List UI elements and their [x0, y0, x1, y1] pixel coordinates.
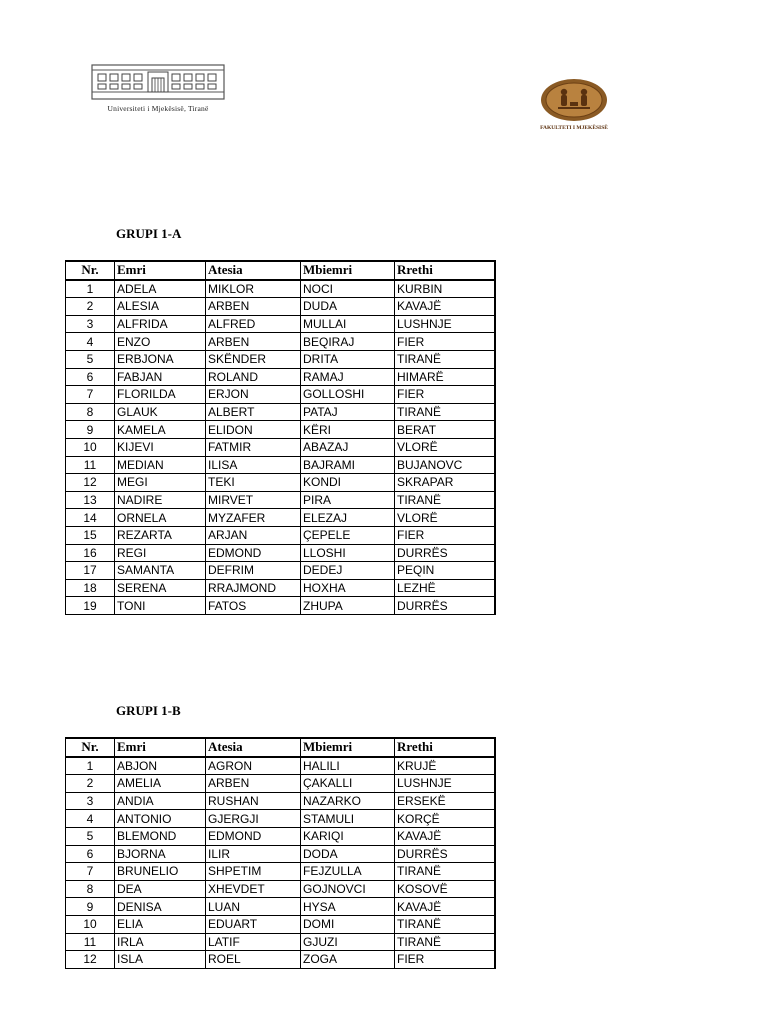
table-row: [66, 562, 495, 580]
table-row: [66, 350, 495, 368]
cell-nr: 15: [66, 526, 115, 544]
table-row: [66, 403, 495, 421]
cell-rrethi: KAVAJË: [395, 298, 495, 316]
cell-mbiemri: ELEZAJ: [301, 509, 395, 527]
cell-atesia: EDMOND: [206, 827, 301, 845]
cell-rrethi: FIER: [395, 951, 495, 969]
cell-mbiemri: ZHUPA: [301, 597, 395, 615]
cell-rrethi: FIER: [395, 386, 495, 404]
cell-mbiemri: MULLAI: [301, 315, 395, 333]
table-row: [66, 280, 495, 298]
cell-emri: FLORILDA: [115, 386, 206, 404]
university-caption: Universiteti i Mjekësisë, Tiranë: [107, 104, 209, 113]
table-row: [66, 474, 495, 492]
cell-nr: 9: [66, 421, 115, 439]
cell-emri: REGI: [115, 544, 206, 562]
cell-nr: 13: [66, 491, 115, 509]
cell-atesia: ARBEN: [206, 333, 301, 351]
cell-atesia: LATIF: [206, 933, 301, 951]
cell-emri: NADIRE: [115, 491, 206, 509]
cell-rrethi: KOSOVË: [395, 880, 495, 898]
cell-mbiemri: LLOSHI: [301, 544, 395, 562]
cell-atesia: ARBEN: [206, 775, 301, 793]
cell-rrethi: KORÇË: [395, 810, 495, 828]
table-row: [66, 597, 495, 615]
cell-rrethi: BUJANOVC: [395, 456, 495, 474]
cell-emri: ERBJONA: [115, 350, 206, 368]
cell-atesia: XHEVDET: [206, 880, 301, 898]
cell-emri: BLEMOND: [115, 827, 206, 845]
cell-atesia: ILISA: [206, 456, 301, 474]
cell-emri: TONI: [115, 597, 206, 615]
cell-atesia: MYZAFER: [206, 509, 301, 527]
table-row: [66, 863, 495, 881]
cell-emri: FABJAN: [115, 368, 206, 386]
cell-atesia: EDMOND: [206, 544, 301, 562]
cell-nr: 12: [66, 951, 115, 969]
table-row: [66, 438, 495, 456]
cell-emri: ORNELA: [115, 509, 206, 527]
cell-mbiemri: RAMAJ: [301, 368, 395, 386]
column-header-mbiemri: Mbiemri: [301, 261, 395, 280]
cell-atesia: ROEL: [206, 951, 301, 969]
cell-mbiemri: DEDEJ: [301, 562, 395, 580]
cell-emri: SERENA: [115, 579, 206, 597]
cell-atesia: EDUART: [206, 915, 301, 933]
group-title-1a: GRUPI 1-A: [116, 226, 182, 241]
cell-rrethi: LEZHË: [395, 579, 495, 597]
cell-rrethi: KAVAJË: [395, 898, 495, 916]
cell-atesia: ERJON: [206, 386, 301, 404]
table-row: [66, 792, 495, 810]
cell-rrethi: LUSHNJE: [395, 315, 495, 333]
cell-emri: DEA: [115, 880, 206, 898]
table-row: [66, 880, 495, 898]
table-row: [66, 933, 495, 951]
cell-nr: 19: [66, 597, 115, 615]
cell-nr: 18: [66, 579, 115, 597]
cell-atesia: SHPETIM: [206, 863, 301, 881]
cell-mbiemri: NOCI: [301, 280, 395, 298]
cell-mbiemri: PIRA: [301, 491, 395, 509]
cell-atesia: ROLAND: [206, 368, 301, 386]
cell-mbiemri: DODA: [301, 845, 395, 863]
cell-emri: ELIA: [115, 915, 206, 933]
cell-atesia: ALBERT: [206, 403, 301, 421]
table-row: [66, 298, 495, 316]
cell-mbiemri: HOXHA: [301, 579, 395, 597]
table-row: [66, 491, 495, 509]
faculty-emblem-icon: [528, 78, 620, 124]
cell-atesia: GJERGJI: [206, 810, 301, 828]
cell-atesia: ALFRED: [206, 315, 301, 333]
cell-rrethi: TIRANË: [395, 863, 495, 881]
cell-rrethi: SKRAPAR: [395, 474, 495, 492]
cell-mbiemri: PATAJ: [301, 403, 395, 421]
cell-mbiemri: FEJZULLA: [301, 863, 395, 881]
cell-atesia: ARJAN: [206, 526, 301, 544]
table-row: [66, 757, 495, 775]
table-row: [66, 810, 495, 828]
table-row: [66, 898, 495, 916]
column-header-nr: Nr.: [66, 738, 115, 757]
cell-rrethi: TIRANË: [395, 350, 495, 368]
table-row: [66, 421, 495, 439]
cell-mbiemri: GOLLOSHI: [301, 386, 395, 404]
column-header-emri: Emri: [115, 261, 206, 280]
cell-rrethi: KRUJË: [395, 757, 495, 775]
cell-rrethi: FIER: [395, 526, 495, 544]
cell-mbiemri: KONDI: [301, 474, 395, 492]
cell-emri: ALESIA: [115, 298, 206, 316]
cell-emri: ADELA: [115, 280, 206, 298]
table-row: [66, 915, 495, 933]
cell-emri: AMELIA: [115, 775, 206, 793]
cell-nr: 6: [66, 845, 115, 863]
cell-mbiemri: BAJRAMI: [301, 456, 395, 474]
table-row: [66, 951, 495, 969]
cell-atesia: ILIR: [206, 845, 301, 863]
cell-atesia: TEKI: [206, 474, 301, 492]
cell-nr: 5: [66, 827, 115, 845]
table-row: [66, 315, 495, 333]
cell-mbiemri: ABAZAJ: [301, 438, 395, 456]
cell-rrethi: KAVAJË: [395, 827, 495, 845]
cell-nr: 16: [66, 544, 115, 562]
cell-rrethi: HIMARË: [395, 368, 495, 386]
cell-emri: ISLA: [115, 951, 206, 969]
cell-mbiemri: ÇAKALLI: [301, 775, 395, 793]
cell-mbiemri: HYSA: [301, 898, 395, 916]
column-header-rrethi: Rrethi: [395, 738, 495, 757]
cell-mbiemri: GOJNOVCI: [301, 880, 395, 898]
cell-emri: MEGI: [115, 474, 206, 492]
column-header-mbiemri: Mbiemri: [301, 738, 395, 757]
cell-nr: 8: [66, 403, 115, 421]
cell-rrethi: VLORË: [395, 509, 495, 527]
cell-rrethi: BERAT: [395, 421, 495, 439]
table-row: [66, 456, 495, 474]
cell-rrethi: TIRANË: [395, 915, 495, 933]
table-row: [66, 386, 495, 404]
cell-atesia: SKËNDER: [206, 350, 301, 368]
faculty-logo: [528, 78, 620, 138]
group-title-1b: GRUPI 1-B: [116, 703, 181, 718]
table-row: [66, 544, 495, 562]
cell-nr: 14: [66, 509, 115, 527]
cell-atesia: MIKLOR: [206, 280, 301, 298]
cell-rrethi: LUSHNJE: [395, 775, 495, 793]
column-header-atesia: Atesia: [206, 261, 301, 280]
cell-nr: 11: [66, 456, 115, 474]
cell-emri: ANTONIO: [115, 810, 206, 828]
cell-nr: 8: [66, 880, 115, 898]
cell-rrethi: DURRËS: [395, 597, 495, 615]
cell-atesia: RUSHAN: [206, 792, 301, 810]
column-header-rrethi: Rrethi: [395, 261, 495, 280]
table-header-row: [66, 261, 495, 280]
cell-emri: REZARTA: [115, 526, 206, 544]
cell-emri: GLAUK: [115, 403, 206, 421]
university-logo: [88, 62, 228, 120]
cell-emri: DENISA: [115, 898, 206, 916]
cell-atesia: DEFRIM: [206, 562, 301, 580]
table-row: [66, 509, 495, 527]
cell-mbiemri: ZOGA: [301, 951, 395, 969]
table-row: [66, 579, 495, 597]
table-header-row: [66, 738, 495, 757]
cell-mbiemri: BEQIRAJ: [301, 333, 395, 351]
cell-mbiemri: KARIQI: [301, 827, 395, 845]
table-row: [66, 827, 495, 845]
roster-table-1b: [65, 737, 496, 969]
table-row: [66, 333, 495, 351]
cell-nr: 3: [66, 792, 115, 810]
cell-mbiemri: KËRI: [301, 421, 395, 439]
cell-mbiemri: ÇEPELE: [301, 526, 395, 544]
cell-nr: 7: [66, 386, 115, 404]
cell-emri: IRLA: [115, 933, 206, 951]
cell-nr: 7: [66, 863, 115, 881]
cell-atesia: AGRON: [206, 757, 301, 775]
cell-atesia: ARBEN: [206, 298, 301, 316]
cell-emri: ABJON: [115, 757, 206, 775]
column-header-emri: Emri: [115, 738, 206, 757]
cell-rrethi: KURBIN: [395, 280, 495, 298]
cell-nr: 1: [66, 757, 115, 775]
cell-mbiemri: STAMULI: [301, 810, 395, 828]
cell-atesia: RRAJMOND: [206, 579, 301, 597]
cell-nr: 5: [66, 350, 115, 368]
cell-nr: 4: [66, 810, 115, 828]
cell-nr: 12: [66, 474, 115, 492]
cell-rrethi: TIRANË: [395, 491, 495, 509]
cell-rrethi: TIRANË: [395, 403, 495, 421]
cell-nr: 2: [66, 775, 115, 793]
cell-emri: BRUNELIO: [115, 863, 206, 881]
cell-mbiemri: NAZARKO: [301, 792, 395, 810]
cell-rrethi: VLORË: [395, 438, 495, 456]
cell-emri: KAMELA: [115, 421, 206, 439]
cell-rrethi: DURRËS: [395, 845, 495, 863]
cell-atesia: LUAN: [206, 898, 301, 916]
cell-nr: 6: [66, 368, 115, 386]
cell-emri: BJORNA: [115, 845, 206, 863]
table-row: [66, 775, 495, 793]
cell-emri: ALFRIDA: [115, 315, 206, 333]
cell-emri: ENZO: [115, 333, 206, 351]
cell-rrethi: ERSEKË: [395, 792, 495, 810]
faculty-caption: FAKULTETI I MJEKËSISË: [540, 125, 608, 131]
cell-mbiemri: GJUZI: [301, 933, 395, 951]
cell-nr: 3: [66, 315, 115, 333]
cell-nr: 2: [66, 298, 115, 316]
cell-atesia: ELIDON: [206, 421, 301, 439]
cell-nr: 10: [66, 438, 115, 456]
cell-rrethi: FIER: [395, 333, 495, 351]
cell-atesia: MIRVET: [206, 491, 301, 509]
cell-rrethi: TIRANË: [395, 933, 495, 951]
cell-mbiemri: HALILI: [301, 757, 395, 775]
cell-mbiemri: DUDA: [301, 298, 395, 316]
cell-atesia: FATOS: [206, 597, 301, 615]
cell-emri: KIJEVI: [115, 438, 206, 456]
cell-emri: SAMANTA: [115, 562, 206, 580]
cell-nr: 11: [66, 933, 115, 951]
cell-rrethi: DURRËS: [395, 544, 495, 562]
table-row: [66, 526, 495, 544]
column-header-atesia: Atesia: [206, 738, 301, 757]
table-row: [66, 845, 495, 863]
cell-rrethi: PEQIN: [395, 562, 495, 580]
cell-atesia: FATMIR: [206, 438, 301, 456]
cell-nr: 4: [66, 333, 115, 351]
cell-nr: 9: [66, 898, 115, 916]
cell-nr: 17: [66, 562, 115, 580]
roster-table-1a: [65, 260, 496, 615]
cell-nr: 10: [66, 915, 115, 933]
table-row: [66, 368, 495, 386]
column-header-nr: Nr.: [66, 261, 115, 280]
cell-emri: ANDIA: [115, 792, 206, 810]
university-building-icon: [88, 62, 228, 102]
cell-emri: MEDIAN: [115, 456, 206, 474]
cell-nr: 1: [66, 280, 115, 298]
cell-mbiemri: DRITA: [301, 350, 395, 368]
cell-mbiemri: DOMI: [301, 915, 395, 933]
